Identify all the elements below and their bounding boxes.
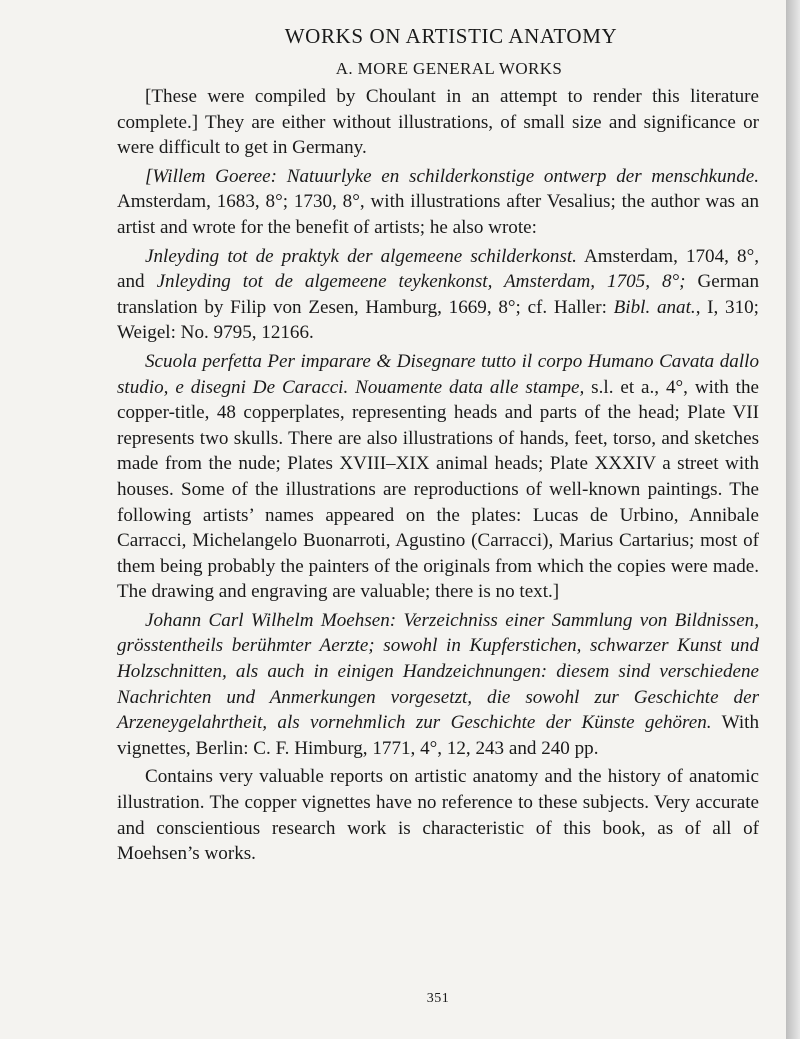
intro-paragraph: [These were compiled by Choulant in an attempt to render this literature complete.] They are either without illustrations, of small size and significance or were difficult to get in Germany. bbox=[117, 86, 759, 159]
goeree-details: Amsterdam, 1683, 8°; 1730, 8°, with illustrations after Vesalius; the author was an artist and wrote for the benefit of artists; he also wrote: bbox=[117, 191, 759, 238]
jnleyding-text-2: German translation by Filip von Zesen, Hamburg, 1669, 8°; cf. Haller: bbox=[117, 271, 759, 318]
entry-scuola bbox=[117, 349, 759, 605]
jnleyding-text-1: Amsterdam, 1704, 8°, and bbox=[117, 245, 759, 293]
page-content bbox=[117, 24, 760, 1006]
entry-moehsen bbox=[117, 608, 759, 762]
scuola-details: s.l. et a., 4°, with the copper-title, 48 copperplates, representing heads and parts of the head; Plate VII represents two skulls. There are also illustrations of hands, feet, torso, and sketches made from the nude; Plates XVIII–XIX animal heads; Plate XXXIV a street with houses. Some of the illustrations are reproductions of well-known paintings. The following artists’ names appeared on the plates: Lucas de Urbino, Annibale Carracci, Michelangelo Buonarroti, Agustino (Carracci), Marius Cartarius; most of them being probably the painters of the originals from which the copies were made. The drawing and engraving are valuable; there is no text.] bbox=[117, 376, 760, 603]
book-edge bbox=[786, 0, 800, 1039]
moehsen-citation: Johann Carl Wilhelm Moehsen: Verzeichniss einer Sammlung von Bildnissen, grösstentheils berühmter Aerzte; sowohl in Kupferstichen, schwarzer Kunst und Holzschnitten, als auch in einigen Handzeichnungen: diesem sind verschiedene Nachrichten und Anmerkungen vorgesetzt, die sowohl zur Geschichte der Arzeneygelahrtheit, als vornehmlich zur Geschichte der Künste gehören. bbox=[117, 609, 759, 734]
moehsen-details: With vignettes, Berlin: C. F. Himburg, 1771, 4°, 12, 243 and 240 pp. bbox=[117, 712, 760, 759]
section-heading: A. MORE GENERAL WORKS bbox=[335, 59, 563, 78]
entry-jnleyding bbox=[117, 244, 759, 346]
jnleyding-title-2: Jnleyding tot de algemeene teykenkonst, Amsterdam, 1705, 8°; bbox=[156, 271, 686, 293]
entry-goeree bbox=[117, 164, 759, 241]
page-title: WORKS ON ARTISTIC ANATOMY bbox=[284, 24, 618, 48]
jnleyding-text-3: , I, 310; Weigel: No. 9795, 12166. bbox=[117, 296, 759, 344]
jnleyding-ref: Bibl. anat. bbox=[613, 296, 696, 318]
goeree-citation: [Willem Goeree: Natuurlyke en schilderkonstige ontwerp der menschkunde. bbox=[145, 165, 759, 187]
scuola-citation: Scuola perfetta Per imparare & Disegnare tutto il corpo Humano Cavata dallo studio, e disegni De Caracci. Nouamente data alle stampe, bbox=[117, 350, 759, 398]
jnleyding-title-1: Jnleyding tot de praktyk der algemeene schilderkonst. bbox=[145, 245, 577, 267]
comment-paragraph: Contains very valuable reports on artistic anatomy and the history of anatomic illustration. The copper vignettes have no reference to these subjects. Very accurate and conscientious research work is characteristic of this book, as of all of Moehsen’s works. bbox=[117, 766, 759, 865]
page-number: 351 bbox=[426, 991, 450, 1006]
